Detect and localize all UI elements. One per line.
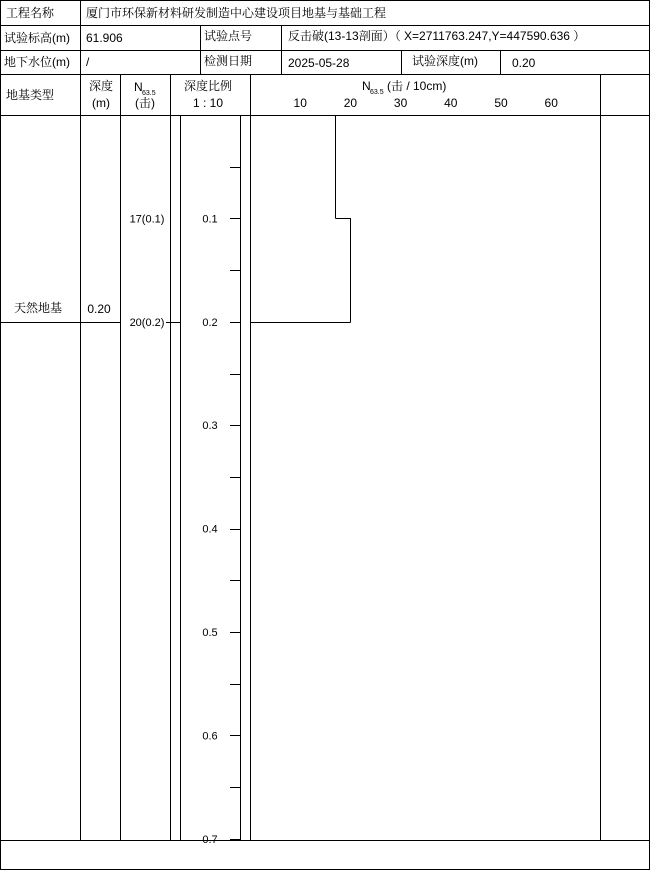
- project-label: 工程名称: [6, 6, 55, 20]
- n635-series: [250, 115, 351, 323]
- x-tick-labels: [294, 96, 559, 110]
- test-depth-value: 0.20: [512, 56, 536, 70]
- sheet-border: [1, 1, 650, 870]
- depth-tick-label: 0.6: [202, 730, 218, 743]
- water-level-value: /: [86, 55, 90, 69]
- point-label: 试验点号: [204, 29, 253, 43]
- depth-tick-label: 0.1: [202, 213, 218, 226]
- point-value: 反击破(13-13剖面）（ X=2711763.247,Y=447590.636 ）: [288, 29, 586, 43]
- soil-type-header: 地基类型: [6, 88, 55, 102]
- elevation-label: 试验标高(m): [4, 31, 70, 45]
- n-header-main: N: [134, 80, 143, 94]
- depth-tick-label: 0.3: [202, 420, 218, 433]
- chart-title-rest: (击 / 10cm): [387, 79, 447, 93]
- x-tick-label: 50: [494, 96, 508, 110]
- layer-bottom-depth: 0.20: [87, 302, 111, 316]
- depth-tick-label: 0.4: [202, 523, 218, 536]
- date-value: 2025-05-28: [288, 56, 350, 70]
- x-tick-label: 20: [343, 96, 358, 110]
- chart-title-main: N: [362, 79, 371, 93]
- depth-tick-label: 0.2: [202, 316, 218, 329]
- x-tick-label: 60: [544, 96, 558, 110]
- blow-count-label: 17(0.1): [129, 213, 165, 226]
- water-level-label: 地下水位(m): [4, 55, 70, 69]
- depth-tick-label: 0.5: [202, 627, 218, 639]
- project-value: 厦门市环保新材料研发制造中心建设项目地基与基础工程: [86, 6, 387, 20]
- layer-name: 天然地基: [13, 301, 63, 315]
- date-label: 检测日期: [204, 54, 253, 68]
- scale-header: 深度比例: [183, 79, 233, 93]
- x-tick-label: 30: [393, 96, 408, 110]
- blow-count-labels: [130, 213, 180, 328]
- depth-header: 深度: [88, 79, 114, 93]
- elevation-value: 61.906: [86, 31, 123, 45]
- test-depth-label: 试验深度(m): [412, 54, 478, 68]
- x-tick-label: 10: [293, 96, 307, 110]
- depth-unit-header: (m): [92, 96, 110, 110]
- n-unit-header: (击): [135, 96, 155, 110]
- depth-scale: [202, 168, 240, 846]
- n-header-sub: 63.5: [142, 90, 156, 97]
- depth-tick-label: 0.7: [202, 833, 218, 846]
- chart-title-sub: 63.5: [370, 89, 384, 96]
- scale-ratio-header: 1 : 10: [192, 96, 224, 110]
- blow-count-label: 20(0.2): [129, 316, 165, 329]
- x-tick-label: 40: [444, 96, 458, 110]
